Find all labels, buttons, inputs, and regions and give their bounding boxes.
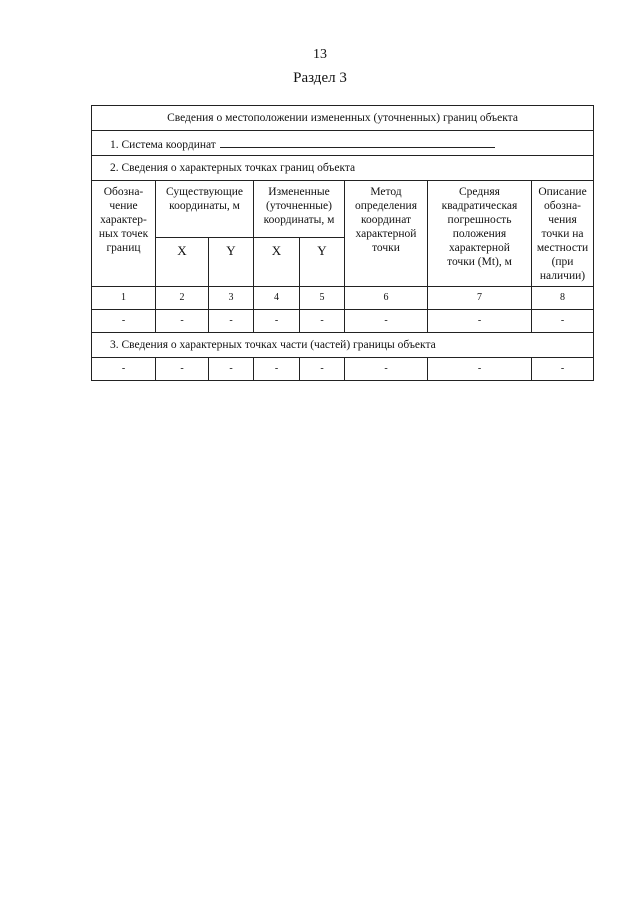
header-changed-x: X [254, 238, 300, 287]
column-number: 1 [92, 287, 156, 310]
column-number: 5 [300, 287, 345, 310]
header-existing-x: X [156, 238, 209, 287]
column-number: 8 [532, 287, 594, 310]
table-title-row [92, 106, 594, 131]
boundary-points-row [92, 156, 594, 181]
data-cell: - [254, 310, 300, 333]
coordinate-system-label: 1. Система координат [110, 138, 216, 151]
column-number: 4 [254, 287, 300, 310]
data-cell: - [92, 358, 156, 381]
table-title: Сведения о местоположении измененных (уточненных) границ объекта [92, 106, 594, 131]
data-cell: - [345, 310, 428, 333]
column-number: 3 [209, 287, 254, 310]
header-row-1 [92, 181, 594, 238]
header-mean-square-error: Средняя квадратическая погрешность положения характерной точки (Mt), м [428, 181, 532, 287]
section-title: Раздел 3 [293, 70, 347, 86]
column-number: 7 [428, 287, 532, 310]
data-cell: - [209, 358, 254, 381]
header-changed-y: Y [300, 238, 345, 287]
page-number: 13 [313, 47, 327, 62]
data-cell: - [532, 358, 594, 381]
data-cell: - [428, 358, 532, 381]
part-boundary-row [92, 333, 594, 358]
data-cell: - [209, 310, 254, 333]
boundary-info-table [91, 105, 594, 381]
coordinate-system-cell [92, 131, 594, 156]
header-point-description: Описание обозна- чения точки на местности (при наличии) [532, 181, 594, 287]
header-existing-coordinates: Существующие координаты, м [156, 181, 254, 238]
header-existing-y: Y [209, 238, 254, 287]
header-point-designation: Обозна- чение характер- ных точек границ [92, 181, 156, 287]
data-cell: - [300, 358, 345, 381]
data-cell: - [156, 358, 209, 381]
data-cell: - [300, 310, 345, 333]
data-cell: - [428, 310, 532, 333]
data-cell: - [254, 358, 300, 381]
data-cell: - [156, 310, 209, 333]
data-cell: - [345, 358, 428, 381]
data-cell: - [92, 310, 156, 333]
coordinate-system-blank-line [220, 135, 495, 148]
table-row [92, 310, 594, 333]
header-method: Метод определения координат характерной точки [345, 181, 428, 287]
coordinate-system-row [92, 131, 594, 156]
column-numbers-row [92, 287, 594, 310]
table-row [92, 358, 594, 381]
header-changed-coordinates: Измененные (уточненные) координаты, м [254, 181, 345, 238]
data-cell: - [532, 310, 594, 333]
column-number: 2 [156, 287, 209, 310]
part-boundary-label: 3. Сведения о характерных точках части (частей) границы объекта [92, 333, 594, 358]
column-number: 6 [345, 287, 428, 310]
boundary-points-label: 2. Сведения о характерных точках границ объекта [92, 156, 594, 181]
